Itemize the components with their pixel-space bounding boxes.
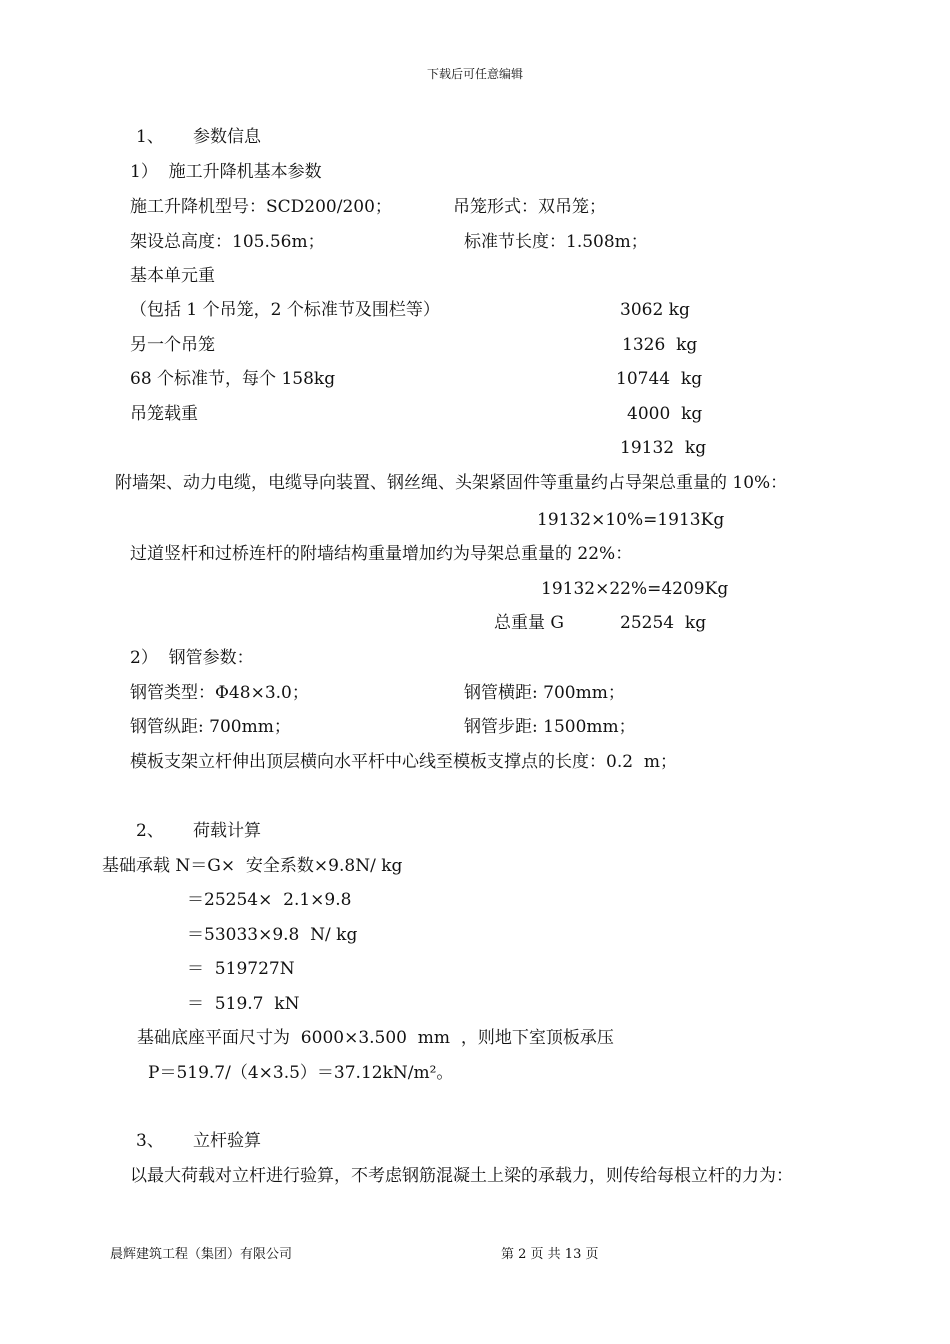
section-2-title: 荷载计算 — [193, 821, 261, 841]
subsection-1-title: 1） 施工升降机基本参数 — [130, 162, 322, 182]
pipe-type: 钢管类型：Φ48×3.0； — [130, 683, 309, 703]
bridge-weight-calc: 19132×22%=4209Kg — [541, 579, 729, 599]
footer-company: 晨辉建筑工程（集团）有限公司 — [110, 1247, 293, 1262]
total-weight-value: 25254 kg — [620, 613, 707, 633]
load-formula-line: ＝25254× 2.1×9.8 — [187, 890, 352, 910]
section-1-number: 1、 — [136, 127, 164, 147]
weight-row-label: 吊笼载重 — [130, 404, 198, 424]
attachment-weight-calc: 19132×10%=1913Kg — [537, 510, 725, 530]
weight-row-value: 1326 kg — [622, 335, 698, 355]
pole-extension-length: 模板支架立杆伸出顶层横向水平杆中心线至模板支撑点的长度：0.2 m； — [130, 752, 677, 772]
attachment-weight-text: 附墙架、动力电缆，电缆导向装置、钢丝绳、头架紧固件等重量约占导架总重量的 10%： — [115, 473, 788, 493]
slab-pressure-text: P＝519.7/（4×3.5）＝37.12kN/m²。 — [148, 1063, 454, 1083]
total-height: 架设总高度：105.56m； — [130, 232, 325, 252]
section-2-number: 2、 — [136, 821, 164, 841]
load-formula-line: ＝ 519.7 kN — [187, 994, 300, 1014]
load-formula-line: 基础承载 N＝G× 安全系数×9.8N/ kg — [102, 856, 403, 876]
weight-row-label: （包括 1 个吊笼，2 个标准节及围栏等） — [130, 300, 440, 320]
hoist-model: 施工升降机型号：SCD200/200； — [130, 197, 392, 217]
section-length: 标准节长度：1.508m； — [464, 232, 648, 252]
pipe-step: 钢管步距: 1500mm； — [464, 717, 636, 737]
weight-row-label: 68 个标准节，每个 158kg — [130, 369, 336, 389]
weight-row-label: 另一个吊笼 — [130, 335, 215, 355]
load-formula-line: ＝53033×9.8 N/ kg — [187, 925, 358, 945]
bridge-weight-text: 过道竖杆和过桥连杆的附墙结构重量增加约为导架总重量的 22%： — [130, 544, 633, 564]
weight-row-value: 10744 kg — [616, 369, 703, 389]
weight-row-value: 3062 kg — [620, 300, 690, 320]
pipe-horizontal-spacing: 钢管横距: 700mm； — [464, 683, 625, 703]
section-3-title: 立杆验算 — [193, 1131, 261, 1151]
header-note: 下载后可任意编辑 — [427, 67, 524, 81]
subsection-2-title: 2） 钢管参数： — [130, 648, 254, 668]
total-weight-label: 总重量 G — [494, 613, 564, 633]
pole-check-text: 以最大荷载对立杆进行验算，不考虑钢筋混凝土上梁的承载力，则传给每根立杆的力为： — [130, 1166, 793, 1186]
footer-page-number: 第 2 页 共 13 页 — [501, 1247, 599, 1262]
base-size-text: 基础底座平面尺寸为 6000×3.500 mm ，则地下室顶板承压 — [137, 1028, 614, 1048]
pipe-vertical-spacing: 钢管纵距: 700mm； — [130, 717, 291, 737]
load-formula-line: ＝ 519727N — [187, 959, 295, 979]
weight-row-value: 19132 kg — [620, 438, 707, 458]
unit-weight-heading: 基本单元重 — [130, 266, 215, 286]
section-1-title: 参数信息 — [193, 127, 261, 147]
weight-row-value: 4000 kg — [627, 404, 703, 424]
cage-form: 吊笼形式：双吊笼； — [453, 197, 606, 217]
section-3-number: 3、 — [136, 1131, 164, 1151]
